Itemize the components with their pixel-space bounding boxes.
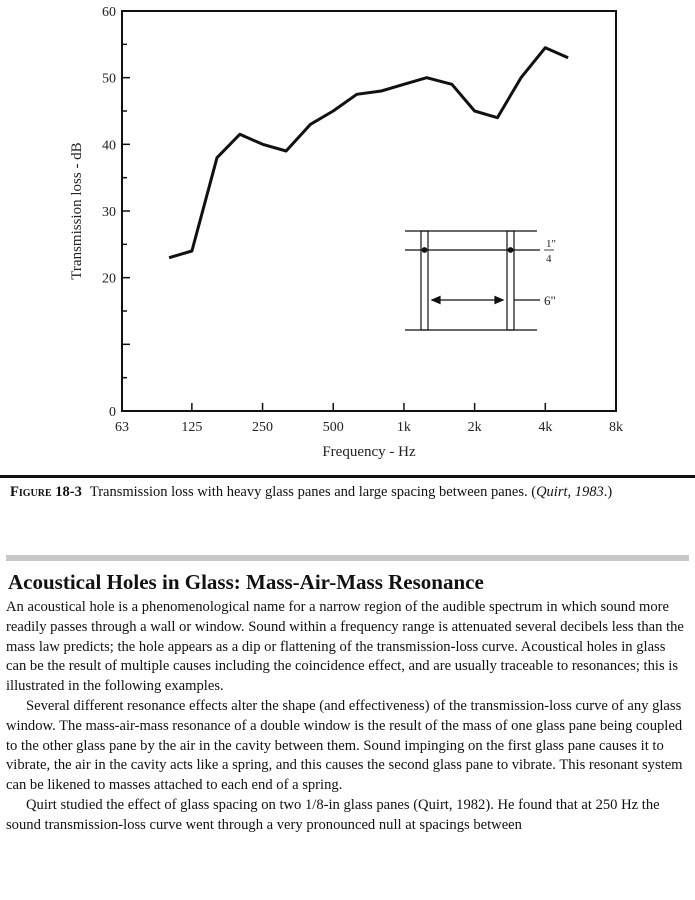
y-tick-label: 60	[102, 5, 116, 20]
section-heading: Acoustical Holes in Glass: Mass-Air-Mass Resonance	[8, 570, 484, 594]
x-tick-label: 4k	[538, 420, 553, 435]
x-axis-ticks	[115, 403, 623, 435]
spacing-arrow-right	[495, 297, 503, 304]
body-text	[6, 598, 689, 836]
x-tick-label: 2k	[467, 420, 482, 435]
glass-pane-right	[507, 231, 514, 330]
glass-pane-left	[421, 231, 428, 330]
x-tick-label: 500	[322, 420, 344, 435]
transmission-loss-line	[169, 48, 568, 258]
pane-spacing-label: 6"	[544, 293, 556, 308]
y-tick-label: 0	[109, 405, 116, 420]
section-divider	[6, 555, 689, 561]
paragraph-3: Quirt studied the effect of glass spacing on two 1/8-in glass panes (Quirt, 1982). He found that at 250 Hz the sound transmission-loss curve went through a very pronounced null at spacings between	[6, 796, 660, 833]
pane-thickness-dot-left	[422, 248, 427, 253]
x-tick-label: 125	[181, 420, 203, 435]
x-axis-label: Frequency - Hz	[322, 444, 416, 460]
y-tick-label: 40	[102, 138, 116, 154]
caption-text: Transmission loss with heavy glass panes and large spacing between panes. (	[89, 484, 537, 500]
y-axis-ticks	[102, 5, 130, 420]
pane-thickness-label-denominator: 4	[546, 253, 552, 265]
spacing-arrow-left	[432, 297, 440, 304]
caption-close: .)	[603, 484, 613, 500]
y-tick-label: 20	[102, 271, 116, 287]
paragraph-1: An acoustical hole is a phenomenological name for a narrow region of the audible spectrum in which sound more readily passes through a wall or window. Sound within a frequency range is attenuated several decibels less than the mass law predicts; the hole appears as a dip or flattening of the transmission-loss curve. Acoustical holes in glass can be the result of multiple causes including the coincidence effect, and are usually traceable to resonances; this is illustrated in the following examples.	[6, 599, 684, 695]
figure-bottom-rule	[0, 475, 695, 478]
x-tick-label: 1k	[396, 420, 411, 435]
caption-citation: Quirt, 1983	[536, 484, 604, 500]
double-pane-inset-diagram	[405, 231, 540, 330]
pane-thickness-dot-right	[508, 248, 513, 253]
y-tick-label: 50	[102, 71, 116, 87]
y-axis-label: Transmission loss - dB	[69, 142, 85, 280]
pane-thickness-label-numerator: 1"	[546, 238, 556, 250]
x-tick-label: 8k	[609, 420, 623, 435]
y-tick-label: 30	[102, 205, 116, 220]
x-tick-label: 250	[252, 420, 274, 435]
paragraph-2: Several different resonance effects alter the shape (and effectiveness) of the transmission-loss curve of any glass window. The mass-air-mass resonance of a double window is the result of the mass of one glass pane being coupled to the other glass pane by the air in the cavity between them. Sound impinging on the first glass pane causes it to vibrate, the air in the cavity acts like a spring, and this causes the second glass pane to vibrate. This resonant system can be likened to masses attached to each end of a spring.	[6, 697, 683, 794]
plot-frame	[122, 11, 616, 411]
figure-caption	[10, 483, 680, 501]
x-tick-label: 63	[115, 420, 129, 435]
figure-label: Figure 18-3	[10, 484, 82, 500]
